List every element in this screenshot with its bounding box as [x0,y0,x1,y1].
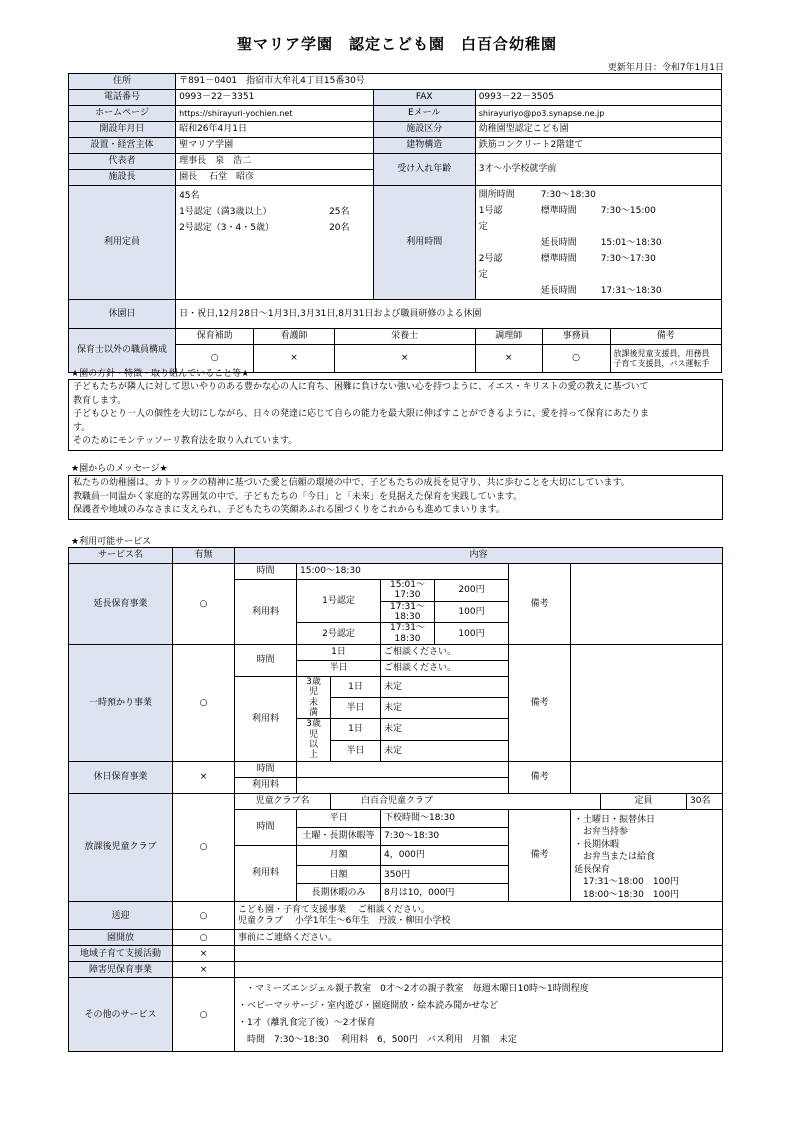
staff-notes [610,345,721,373]
c2-std: 7:30～17:30 [600,254,656,264]
page-title: 聖マリア学園 認定こども園 白百合幼稚園 [236,35,557,53]
phone-label: 電話番号 [69,90,176,106]
open-hours-label: 開所時間 [478,190,515,200]
afterschool-name: 放課後児童クラブ [69,793,173,902]
col-content: 内容 [235,548,723,564]
policy-line: 子どもひとり一人の個性を大切にしながら、日々の発達に応じて自らの能力を最大限に伸ばすことができるように、愛を持って保育にあたりま [73,409,650,419]
afterschool-monthly-label: 月額 [297,845,381,866]
temporary-time-label: 時間 [235,645,297,677]
temporary-note-label: 備考 [509,645,571,762]
afterschool-note-line: 17:31～18:00 100円 [574,877,680,888]
extended-c1-time-2: 17:31～18:30 [381,601,435,623]
capacity-total: 45名 [179,191,200,201]
afterschool-note-line: ・長期休暇 [574,839,620,850]
extended-c2-time: 17:31～18:30 [381,623,435,645]
c1-std: 7:30～15:00 [600,206,656,216]
afterschool-fee-label: 利用料 [235,845,297,902]
open-garden-content: 事前にご連絡ください。 [235,930,723,946]
message-heading: ★園からのメッセージ★ [71,464,168,474]
transport-avail: ○ [173,902,235,930]
afterschool-capacity-label: 定員 [601,793,687,809]
other-line: ・マミーズエンジェル親子教室 0才～2才の親子教室 毎週木曜日10時～1時間程度 [246,983,589,994]
temporary-under3-day-label: 1日 [331,677,381,698]
other-line: ・1才（離乳食完了後）～2才保育 [238,1017,376,1028]
staff-value-clerk: ○ [542,345,610,373]
staff-note-2: 子育て支援員，バス運転手 [613,358,710,368]
other-line: 時間 7:30～18:30 利用料 6，500円 バス利用 月額 未定 [238,1034,517,1045]
disability-avail: × [173,962,235,978]
extended-c2-fee: 100円 [435,623,509,645]
disability-content [235,962,723,978]
holiday-care-time-label: 時間 [235,761,297,777]
staff-header-nurse: 看護師 [254,329,334,345]
cap2-label: 2号認定（3・4・5歳） [179,223,274,233]
category-value: 幼稚園型認定こども園 [475,122,721,138]
staff-value-cook: × [475,345,542,373]
c1-std-label: 標準時間 [540,206,577,216]
extended-fee-label: 利用料 [235,580,297,645]
afterschool-daily-label: 日額 [297,866,381,884]
operator-label: 設置・経営主体 [69,138,176,154]
afterschool-club-label: 児童クラブ名 [235,793,331,809]
col-service: サービス名 [69,548,173,564]
operator-value: 聖マリア学園 [176,138,374,154]
policy-line: 教育します。 [73,395,127,406]
rep-value: 理事長 泉 浩二 [176,154,374,170]
holiday-label: 休園日 [69,300,176,329]
homepage-label: ホームページ [69,106,176,122]
temporary-half-label: 半日 [297,661,381,677]
transport-content [235,902,723,930]
extended-c1-fee-2: 100円 [435,601,509,623]
fax-value: 0993－22－3505 [475,90,721,106]
afterschool-capacity: 30名 [687,793,723,809]
extended-note-label: 備考 [509,564,571,645]
cap2-value: 20名 [329,223,350,233]
staff-header-notes: 備考 [610,329,721,345]
category-label: 施設区分 [373,122,475,138]
rep-label: 代表者 [69,154,176,170]
capacity-cell [176,186,374,300]
temporary-avail: ○ [173,645,235,762]
extended-time-label: 時間 [235,564,297,580]
afterschool-monthly: 4，000円 [381,845,509,866]
c1-ext-label: 延長時間 [540,238,577,248]
holiday-care-avail: × [173,761,235,793]
extended-c1-label: 1号認定 [297,580,381,623]
staff-value-assistant: ○ [176,345,254,373]
extended-c1-time-1: 15:01～17:30 [381,580,435,602]
holiday-care-fee-label: 利用料 [235,777,297,793]
email-link[interactable]: shirayuriyo@po3.synapse.ne.jp [475,106,721,122]
policy-line: 子どもたちが隣人に対して思いやりのある豊かな心の人に育ち、困難に負けない強い心を持つように、イエス・キリストの愛の教えに基づいて [73,382,649,392]
open-garden-name: 園開放 [69,930,173,946]
holiday-value: 日・祝日,12月28日～1月3日,3月31日,8月31日および職員研修のよる休園 [176,300,722,329]
afterschool-club-name: 白百合児童クラブ [331,793,601,809]
afterschool-note-line: お弁当持参 [574,827,629,838]
holiday-care-note-label: 備考 [509,761,571,793]
afterschool-daily: 350円 [381,866,509,884]
afterschool-holiday-time: 7:30～18:30 [381,827,509,845]
updated-date: 更新年月日：令和7年1月1日 [607,63,724,73]
afterschool-notes [571,809,723,902]
open-garden-avail: ○ [173,930,235,946]
staff-header-nutritionist: 栄養士 [334,329,475,345]
staff-header-cook: 調理師 [475,329,542,345]
temporary-day-value: ご相談ください。 [381,645,509,661]
staff-header-clerk: 事務員 [542,329,610,345]
other-content [235,978,723,1052]
disability-name: 障害児保育事業 [69,962,173,978]
opened-value: 昭和26年4月1日 [176,122,374,138]
cap1-label: 1号認定（満3歳以上） [179,207,272,217]
temporary-note [571,645,723,762]
afterschool-long: 8月は10，000円 [381,884,509,902]
temporary-over3-half-label: 半日 [331,740,381,761]
staff-label: 保育士以外の職員構成 [69,329,176,373]
c2-label: 2号認定 [478,254,503,280]
fax-label: FAX [373,90,475,106]
afterschool-note-line: 延長保育 [574,864,611,875]
hours-label: 利用時間 [373,186,475,300]
capacity-label: 利用定員 [69,186,176,300]
temporary-day-label: 1日 [297,645,381,661]
temporary-under3-half-fee: 未定 [381,698,509,719]
holiday-care-note [571,761,723,793]
afterschool-note-line: お弁当または給食 [574,852,656,863]
extended-note [571,564,723,645]
accept-age-value: 3才～小学校就学前 [475,154,721,186]
temporary-under3-label: 3歳児未満 [297,677,331,719]
policy-line: す。 [73,422,91,433]
accept-age-label: 受け入れ年齢 [373,154,475,186]
c2-ext: 17:31～18:30 [600,286,662,296]
cap1-value: 25名 [329,207,350,217]
afterschool-time-label: 時間 [235,809,297,845]
extended-time: 15:00～18:30 [297,564,509,580]
policy-box [68,379,723,451]
director-label: 施設長 [69,170,176,186]
temporary-under3-half-label: 半日 [331,698,381,719]
services-heading: ★利用可能サービス [71,537,152,547]
other-name: その他のサービス [69,978,173,1052]
holiday-care-name: 休日保育事業 [69,761,173,793]
staff-value-nutritionist: × [334,345,475,373]
message-line: 教職員一同温かく家庭的な雰囲気の中で、子どもたちの「今日」と「未来」を見据えた保育を実践しています。 [73,491,523,502]
transport-line-1: こども園・子育て支援事業 ご相談ください。 [238,905,430,916]
afterschool-long-label: 長期休暇のみ [297,884,381,902]
temporary-over3-half-fee: 未定 [381,740,509,761]
c2-ext-label: 延長時間 [540,286,577,296]
c1-ext: 15:01～18:30 [600,238,662,248]
afterschool-note-line: 18:00～18:30 100円 [574,889,680,900]
c2-std-label: 標準時間 [540,254,577,264]
policy-heading: ★園の方針・特徴・取り組んでいること等★ [71,369,250,379]
staff-value-nurse: × [254,345,334,373]
other-avail: ○ [173,978,235,1052]
address-value: 〒891－0401 指宿市大牟礼4丁目15番30号 [176,74,722,90]
afterschool-note-line: ・土曜日・振替休日 [574,814,656,825]
temporary-under3-day-fee: 未定 [381,677,509,698]
afterschool-holiday-label: 土曜・長期休暇等 [297,827,381,845]
open-hours: 7:30～18:30 [540,190,596,200]
phone-value: 0993－22－3351 [176,90,374,106]
structure-value: 鉄筋コンクリート2階建て [475,138,721,154]
hours-cell [475,186,721,300]
extended-avail: ○ [173,564,235,645]
staff-note-1: 放課後児童支援員，用務員 [613,349,710,359]
policy-line: そのためにモンテッソーリ教育法を取り入れています。 [73,436,298,446]
holiday-care-time [297,761,509,777]
temporary-over3-label: 3歳児以上 [297,719,331,761]
other-line: ・ベビーマッサージ・室内遊び・園庭開放・絵本読み聞かせなど [238,1000,499,1011]
afterschool-avail: ○ [173,793,235,902]
afterschool-weekday-label: 平日 [297,809,381,827]
transport-name: 送迎 [69,902,173,930]
community-content [235,946,723,962]
temporary-over3-day-label: 1日 [331,719,381,740]
temporary-fee-label: 利用料 [235,677,297,762]
extended-name: 延長保育事業 [69,564,173,645]
community-avail: × [173,946,235,962]
holiday-care-fee [297,777,509,793]
address-label: 住所 [69,74,176,90]
temporary-name: 一時預かり事業 [69,645,173,762]
c1-label: 1号認定 [478,206,503,232]
transport-line-2: 児童クラブ 小学1年生～6年生 丹波・柳田小学校 [238,915,451,926]
message-line: 保護者や地域のみなさまに支えられ、子どもたちの笑顔あふれる園づくりをこれからも進めてまいります。 [73,505,505,515]
facility-info-table [68,73,722,373]
homepage-link[interactable]: https://shirayuri-yochien.net [176,106,374,122]
afterschool-weekday-time: 下校時間～18:30 [381,809,509,827]
opened-label: 開設年月日 [69,122,176,138]
temporary-over3-day-fee: 未定 [381,719,509,740]
extended-c1-fee-1: 200円 [435,580,509,602]
message-line: 私たちの幼稚園は、カトリックの精神に基づいた愛と信頼の環境の中で、子どもたちの成長を見守り、共に歩むことを大切にしています。 [73,478,630,488]
col-avail: 有無 [173,548,235,564]
staff-header-assistant: 保育補助 [176,329,254,345]
community-name: 地域子育て支援活動 [69,946,173,962]
temporary-half-value: ご相談ください。 [381,661,509,677]
director-value: 園長 石堂 昭彦 [176,170,374,186]
email-label: Eメール [373,106,475,122]
services-table [68,547,723,1052]
message-box [68,475,723,520]
structure-label: 建物構造 [373,138,475,154]
extended-c2-label: 2号認定 [297,623,381,645]
afterschool-note-label: 備考 [509,809,571,902]
